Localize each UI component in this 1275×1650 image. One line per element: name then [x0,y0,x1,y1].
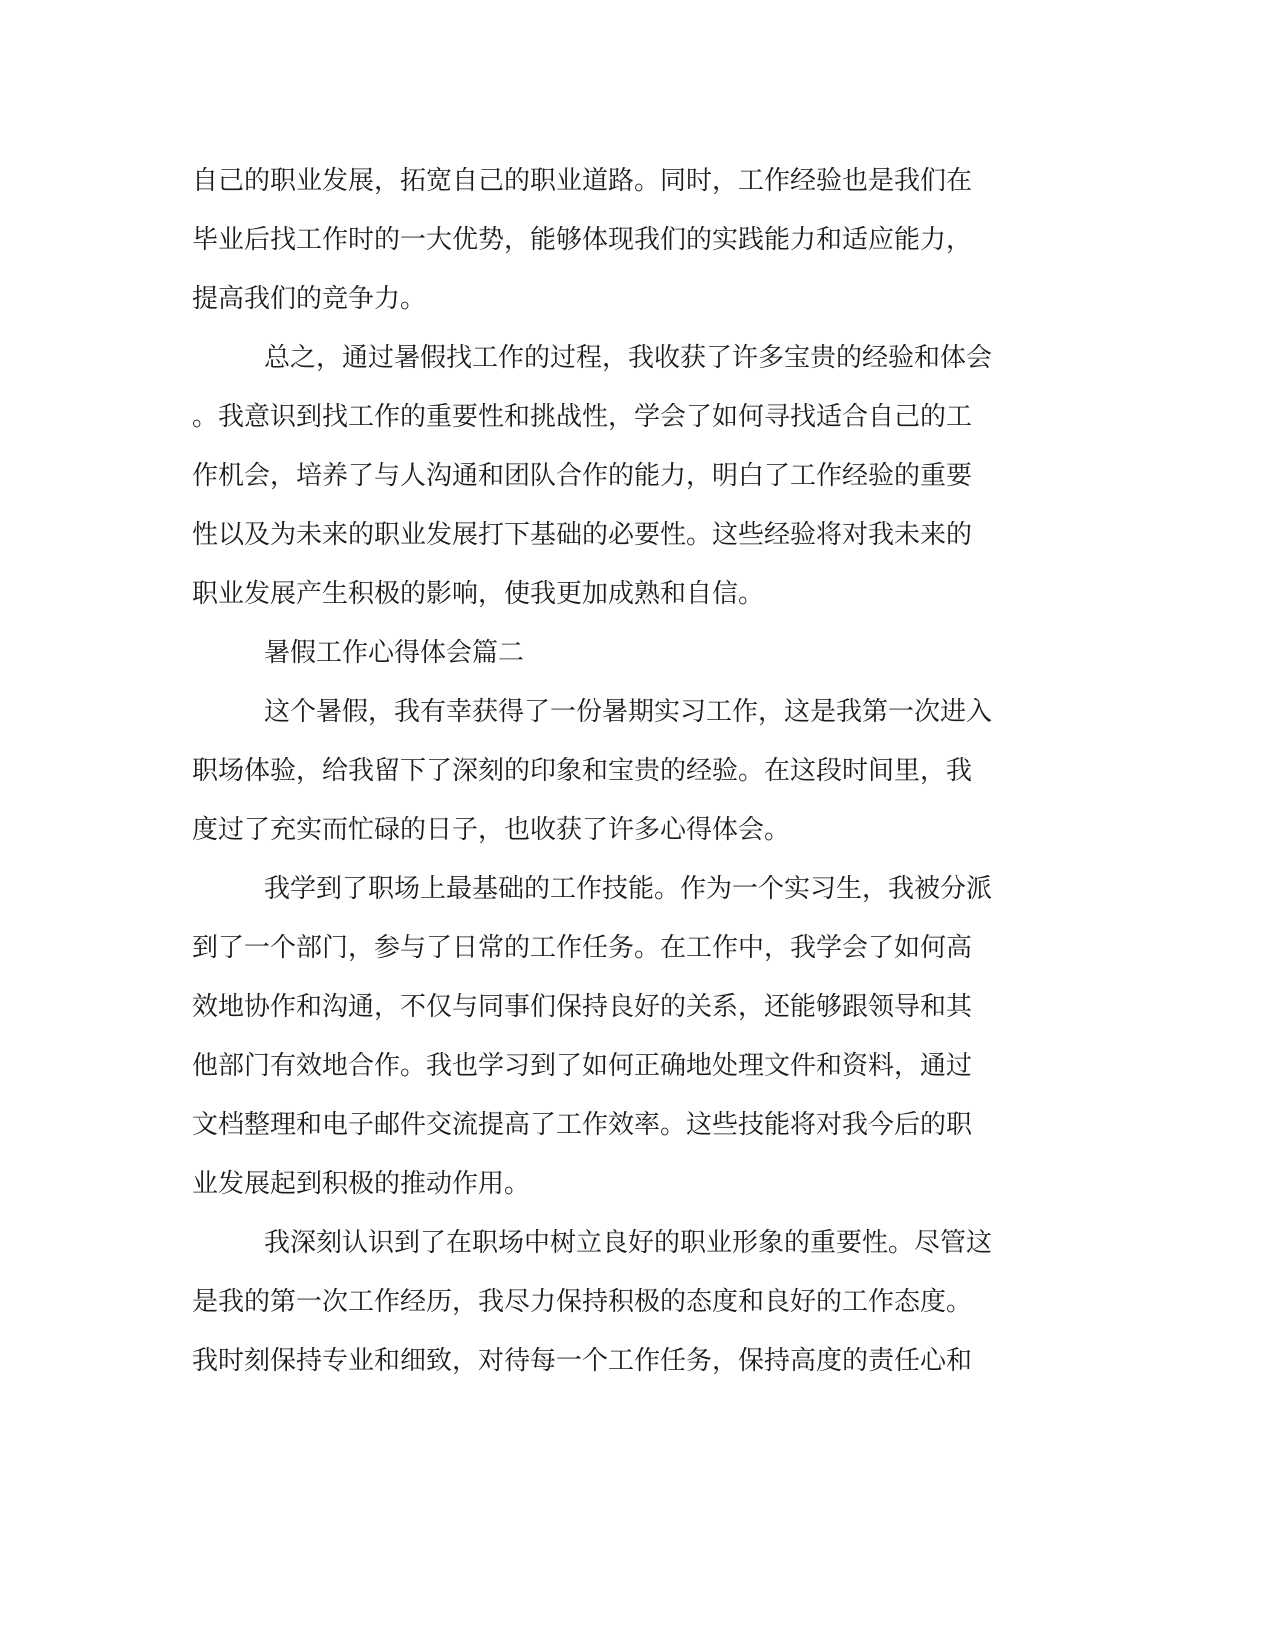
text-line: 职场体验，给我留下了深刻的印象和宝贵的经验。在这段时间里，我 [192,756,973,786]
text-line: 度过了充实而忙碌的日子，也收获了许多心得体会。 [192,815,791,845]
paragraph-start-line: 我学到了职场上最基础的工作技能。作为一个实习生，我被分派 [264,874,993,904]
text-line: 毕业后找工作时的一大优势，能够体现我们的实践能力和适应能力， [192,225,973,255]
text-line: 提高我们的竞争力。 [192,284,427,314]
text-line: 效地协作和沟通，不仅与同事们保持良好的关系，还能够跟领导和其 [192,992,973,1022]
section-heading: 暑假工作心得体会篇二 [264,638,525,668]
text-line: 。我意识到找工作的重要性和挑战性，学会了如何寻找适合自己的工 [192,402,973,432]
paragraph-start-line: 这个暑假，我有幸获得了一份暑期实习工作，这是我第一次进入 [264,697,993,727]
text-line: 是我的第一次工作经历，我尽力保持积极的态度和良好的工作态度。 [192,1287,973,1317]
text-line: 职业发展产生积极的影响，使我更加成熟和自信。 [192,579,765,609]
paragraph-start-line: 我深刻认识到了在职场中树立良好的职业形象的重要性。尽管这 [264,1228,993,1258]
paragraph-start-line: 总之，通过暑假找工作的过程，我收获了许多宝贵的经验和体会 [264,343,993,373]
text-line: 业发展起到积极的推动作用。 [192,1169,531,1199]
text-line: 性以及为未来的职业发展打下基础的必要性。这些经验将对我未来的 [192,520,973,550]
text-line: 他部门有效地合作。我也学习到了如何正确地处理文件和资料，通过 [192,1051,973,1081]
text-line: 到了一个部门，参与了日常的工作任务。在工作中，我学会了如何高 [192,933,973,963]
text-line: 作机会，培养了与人沟通和团队合作的能力，明白了工作经验的重要 [192,461,973,491]
text-line: 文档整理和电子邮件交流提高了工作效率。这些技能将对我今后的职 [192,1110,973,1140]
text-line: 我时刻保持专业和细致，对待每一个工作任务，保持高度的责任心和 [192,1346,973,1376]
text-line: 自己的职业发展，拓宽自己的职业道路。同时，工作经验也是我们在 [192,166,973,196]
